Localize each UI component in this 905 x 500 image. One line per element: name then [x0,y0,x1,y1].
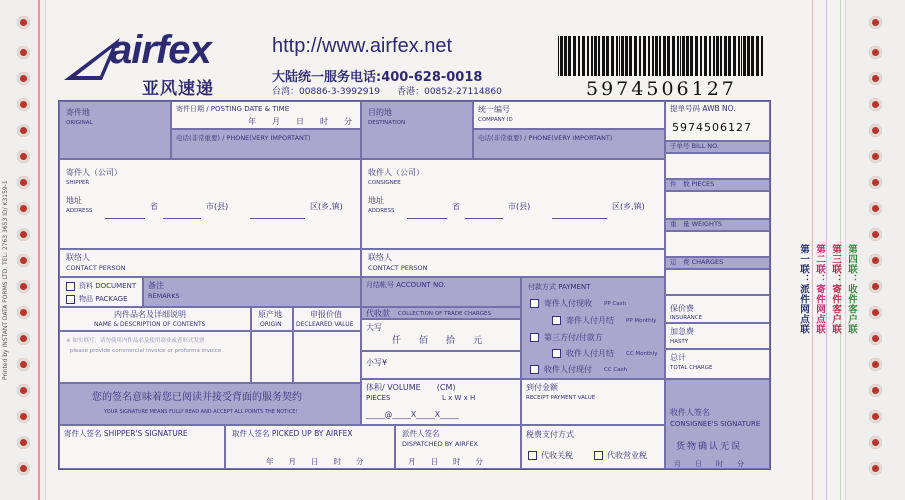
charges-header: 运 费 CHARGES [665,257,770,269]
tractor-hole [17,280,30,293]
cc-cash-checkbox[interactable] [530,365,539,374]
barcode-bar [724,36,727,76]
airfex-logo [62,28,242,100]
bill-no-field[interactable] [665,153,770,179]
tractor-hole [869,150,882,163]
barcode-bar [747,36,750,76]
destination-cell[interactable]: 目的地 DESTINATION [361,101,473,159]
tractor-hole [869,384,882,397]
cc-monthly-checkbox[interactable] [552,349,561,358]
barcode-bar [568,36,571,76]
tractor-hole [17,124,30,137]
tractor-hole [869,202,882,215]
barcode-bar [663,36,666,76]
tractor-hole [17,306,30,319]
barcode-bar [652,36,654,76]
barcode-bar [655,36,658,76]
barcode-bar [672,36,675,76]
barcode-bar [690,36,693,76]
barcode-bar [728,36,731,76]
tractor-hole [869,306,882,319]
weights-field[interactable] [665,231,770,257]
origin-cell[interactable]: 寄件地 ORIGINAL [59,101,171,159]
barcode-bar [716,36,719,76]
service-hotline: 大陆统一服务电话:400-628-0018 [272,70,483,85]
tractor-hole [869,16,882,29]
tractor-hole [17,436,30,449]
barcode-bar [761,36,763,76]
volume-cell[interactable]: 体积/ VOLUME (CM) PIECES L x W x H _____@_____X_____X_____ [361,379,521,425]
barcode-bar [621,36,624,76]
barcode-bar [738,36,740,76]
barcode-bar [578,36,580,76]
dispatch-signature-cell[interactable]: 派件人签名 DISPATCHED BY AIRFEX 月 日 时 分 [395,425,521,469]
tractor-hole [17,72,30,85]
tractor-hole [869,228,882,241]
consignee-contact-cell[interactable]: 联络人 CONTACT PERSON [361,249,665,277]
tractor-hole [17,150,30,163]
origin-place-field[interactable] [251,331,293,383]
shipper-cell[interactable]: 寄件人（公司） SHIPPER 地址 ADDRESS 省 市(县) 区(乡,镇) [59,159,361,249]
barcode-bar [582,36,585,76]
barcode-bar [680,36,681,76]
receipt-amount-cell[interactable]: 到付金额 RECEIPT PAYMENT VALUE [521,379,665,425]
tractor-hole [869,72,882,85]
barcode-bar [720,36,722,76]
tractor-hole [869,436,882,449]
logo-wordmark: airfex [110,28,211,72]
cod-upper-field[interactable]: 大写 仟 佰 拾 元 [361,319,521,351]
barcode-number: 5974506127 [586,78,737,100]
barcode-bar [677,36,679,76]
barcode-bar [558,36,559,76]
barcode-bar [564,36,567,76]
pp-cash-checkbox[interactable] [530,299,539,308]
shipper-phone-cell[interactable]: 电话(非常重要) / PHONE(VERY IMPORTANT) [171,129,361,159]
copy-label-4: 第四联：收件客户联 [846,244,857,334]
barcode-bar [591,36,593,76]
payment-cell: 付款方式 PAYMENT 寄件人付现收 PP Cash 寄件人付月结 PP Monthly 第三方付/付款方 收件人付月结 CC Monthly 收件人付现付 CC Cash [521,277,665,379]
pp-monthly-checkbox[interactable] [552,316,561,325]
tractor-hole [869,280,882,293]
barcode-bar [606,36,609,76]
barcode-bar [743,36,746,76]
document-checkbox[interactable] [66,282,75,291]
copy-label-3: 第三联：寄件客户联 [830,244,841,334]
tractor-hole [17,202,30,215]
barcode-bar [643,36,646,76]
declared-value-field[interactable] [293,331,361,383]
shipper-contact-cell[interactable]: 联络人 CONTACT PERSON [59,249,361,277]
remarks-cell[interactable]: 备注 REMARKS [143,277,361,307]
business-tax-checkbox[interactable] [594,451,603,460]
barcode-bar [616,36,618,76]
waybill-form [58,100,771,470]
barcode-bar [629,36,632,76]
barcode-bar [659,36,661,76]
pieces-header: 件 数 PIECES [665,179,770,191]
total-charge-field[interactable]: 总计 TOTAL CHARGE [665,349,770,379]
consignee-signature-cell[interactable]: 收件人签名 CONSIGNEE'S SIGNATURE 货物确认无误 月 日 时 分 [665,379,770,469]
company-id-cell[interactable]: 统一编号 COMPANY ID [473,101,665,129]
barcode-bar [741,36,742,76]
barcode-bar [751,36,754,76]
tractor-hole [869,46,882,59]
awb-cell: 提单号码 AWB NO. 5974506127 [665,101,770,141]
tractor-hole [17,254,30,267]
tractor-hole [869,98,882,111]
regional-phones [272,84,502,97]
barcode-bar [619,36,620,76]
tractor-hole [17,46,30,59]
posting-date-cell[interactable]: 寄件日期 / POSTING DATE & TIME 年 月 日 时 分 [171,101,361,129]
third-party-checkbox[interactable] [530,333,539,342]
left-margin-line [38,0,40,500]
tractor-hole [17,384,30,397]
tractor-hole [17,410,30,423]
barcode-bar [733,36,736,76]
tractor-hole [17,332,30,345]
tractor-hole [17,462,30,475]
copy-label-1: 第一联：派件网点联 [798,244,809,334]
consignee-cell[interactable]: 收件人（公司） CONSIGNEE 地址 ADDRESS 省 市(县) 区(乡,镇) [361,159,665,249]
tractor-hole [17,228,30,241]
pieces-field[interactable] [665,191,770,219]
tractor-hole [17,16,30,29]
barcode-bar [682,36,685,76]
tractor-hole [869,176,882,189]
logo-chinese-name: 亚风速递 [142,79,214,99]
consignee-phone-cell[interactable]: 电话(非常重要) / PHONE(VERY IMPORTANT) [473,129,665,159]
tractor-hole [869,358,882,371]
barcode-bar [686,36,689,76]
barcode [556,36,770,76]
barcode-bar [648,36,650,76]
barcode-bar [756,36,759,76]
account-no-cell[interactable]: 月结帐号 ACCOUNT NO. [361,277,521,307]
weights-header: 重 量 WEIGHTS [665,219,770,231]
cod-header: 代收款 COLLECTION OF TRADE CHARGES [361,307,521,319]
bill-no-header: 子单号 BILL NO. [665,141,770,153]
tractor-hole [869,124,882,137]
tractor-hole [869,254,882,267]
barcode-bar [709,36,711,76]
awb-number: 5974506127 [672,121,752,134]
declared-value-header: 申报价值 DECLEARED VALUE [293,307,361,331]
barcode-bar [573,36,576,76]
shipment-type-cell: 资料 DOCUMENT 物品 PACKAGE [59,277,143,307]
barcode-bar [598,36,600,76]
barcode-bar [602,36,605,76]
tractor-hole [17,98,30,111]
customs-duty-checkbox[interactable] [528,451,537,460]
barcode-bar [713,36,715,76]
barcode-bar [594,36,597,76]
contents-field[interactable]: ※ 如实填写，请勿使用内件品名及使用商业或者形式发票 please provide commercial invoice or proforma invoice [59,331,251,383]
agreement-banner: 您的签名意味着您已阅读并接受背面的服务契约 YOUR SIGNATURE MEANS FULLY READ AND ACCEPT ALL POINTS THE NOTICE! [59,383,361,425]
cod-lower-field[interactable]: 小写¥ [361,351,521,379]
printer-credit: Printed by INSTANT DATA FORMS LTD. TEL: 2763 3653 ID/ K3159-1 [2,180,9,380]
origin-place-header: 原产地 ORIGIN [251,307,293,331]
barcode-bar [700,36,702,76]
barcode-bar [587,36,589,76]
barcode-bar [611,36,614,76]
barcode-bar [667,36,670,76]
pickup-signature-cell[interactable]: 取件人签名 PICKED UP BY AIRFEX 年 月 日 时 分 [225,425,395,469]
hongkong-phone: 香港：00852-27114860 [397,87,502,97]
barcode-bar [639,36,641,76]
fold-line [826,0,827,500]
hasty-field[interactable]: 加急费 HASTY [665,323,770,349]
contents-header: 内件品名及详细说明 NAME & DESCRIPTION OF CONTENTS [59,307,251,331]
tractor-hole [869,462,882,475]
barcode-bar [695,36,698,76]
taiwan-phone: 台湾：00886-3-3992919 [272,87,380,97]
tractor-hole [17,358,30,371]
barcode-bar [704,36,707,76]
package-checkbox[interactable] [66,295,75,304]
tax-payment-cell: 税费支付方式 代收关税 代收营业税 [521,425,665,469]
copy-label-2: 第二联：寄件网点联 [814,244,825,334]
insurance-field[interactable]: 保价费 INSURANCE [665,295,770,323]
charges-field[interactable] [665,269,770,295]
barcode-bar [634,36,637,76]
tractor-hole [869,410,882,423]
shipper-signature-cell[interactable]: 寄件人签名 SHIPPER'S SIGNATURE [59,425,225,469]
tractor-hole [869,332,882,345]
tractor-hole [17,176,30,189]
website-url: http://www.airfex.net [272,35,453,57]
barcode-bar [560,36,563,76]
barcode-bar [625,36,628,76]
